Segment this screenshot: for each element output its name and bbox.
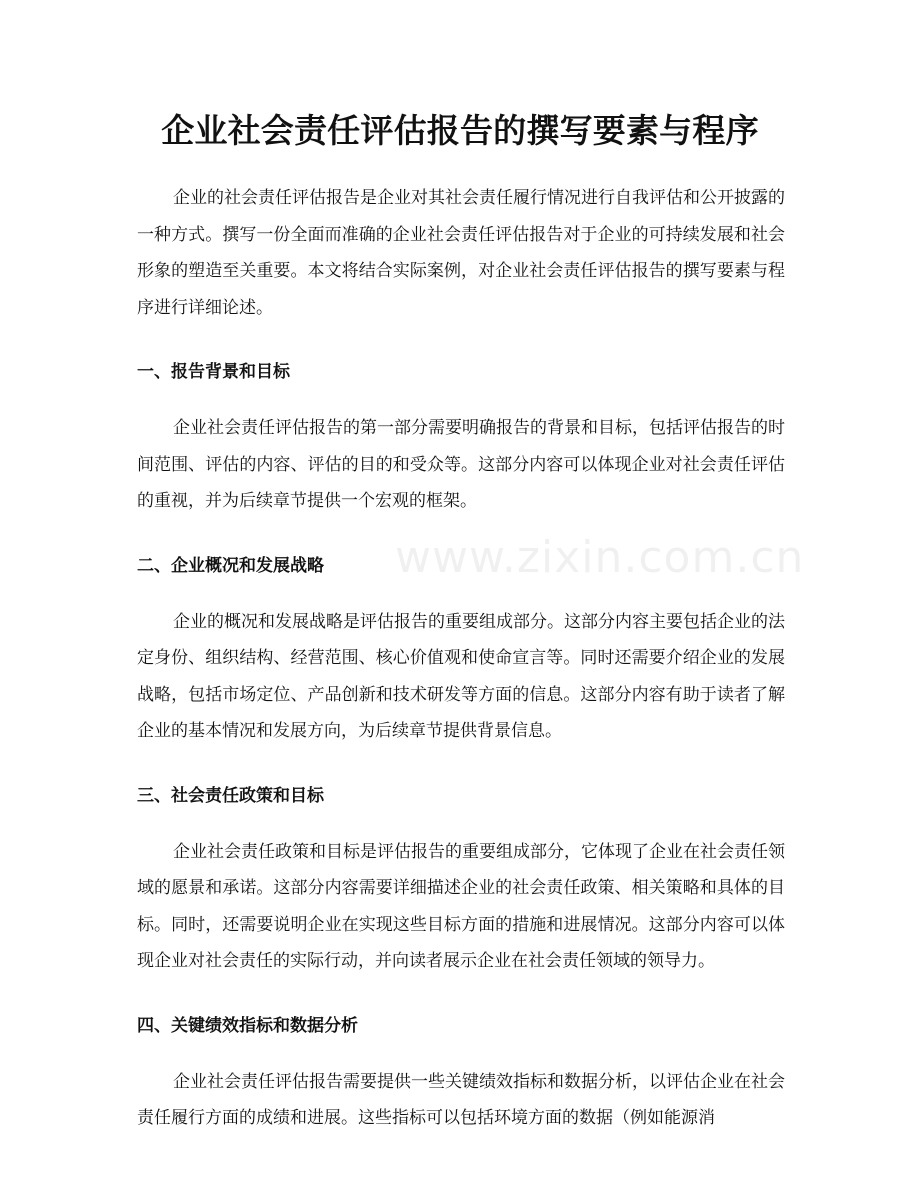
watermark: www.zixin.com.cn bbox=[395, 532, 805, 583]
section-body-4: 企业社会责任评估报告需要提供一些关键绩效指标和数据分析，以评估企业在社会责任履行方面的成绩和进展。这些指标可以包括环境方面的数据（例如能源消 bbox=[137, 1071, 785, 1128]
section-heading-3: 三、社会责任政策和目标 bbox=[137, 785, 324, 806]
document-body bbox=[137, 180, 785, 1137]
document-title: 企业社会责任评估报告的撰写要素与程序 bbox=[161, 111, 759, 150]
section-heading-4: 四、关键绩效指标和数据分析 bbox=[137, 1015, 358, 1036]
section-body-3: 企业社会责任政策和目标是评估报告的重要组成部分，它体现了企业在社会责任领域的愿景和承诺。这部分内容需要详细描述企业的社会责任政策、相关策略和具体的目标。同时，还需要说明企业在实现这些目标方面的措施和进展情况。这部分内容可以体现企业对社会责任的实际行动，并向读者展示企业在社会责任领域的领导力。 bbox=[137, 841, 785, 971]
section-heading-2: 二、企业概况和发展战略 bbox=[137, 555, 324, 576]
section-body-2: 企业的概况和发展战略是评估报告的重要组成部分。这部分内容主要包括企业的法定身份、组织结构、经营范围、核心价值观和使命宣言等。同时还需要介绍企业的发展战略，包括市场定位、产品创新和技术研发等方面的信息。这部分内容有助于读者了解企业的基本情况和发展方向，为后续章节提供背景信息。 bbox=[137, 611, 785, 741]
intro-paragraph: 企业的社会责任评估报告是企业对其社会责任履行情况进行自我评估和公开披露的一种方式。撰写一份全面而准确的企业社会责任评估报告对于企业的可持续发展和社会形象的塑造至关重要。本文将结合实际案例，对企业社会责任评估报告的撰写要素与程序进行详细论述。 bbox=[137, 188, 785, 318]
section-body-1: 企业社会责任评估报告的第一部分需要明确报告的背景和目标，包括评估报告的时间范围、评估的内容、评估的目的和受众等。这部分内容可以体现企业对社会责任评估的重视，并为后续章节提供一个宏观的框架。 bbox=[137, 418, 785, 511]
section-heading-1: 一、报告背景和目标 bbox=[137, 362, 290, 382]
